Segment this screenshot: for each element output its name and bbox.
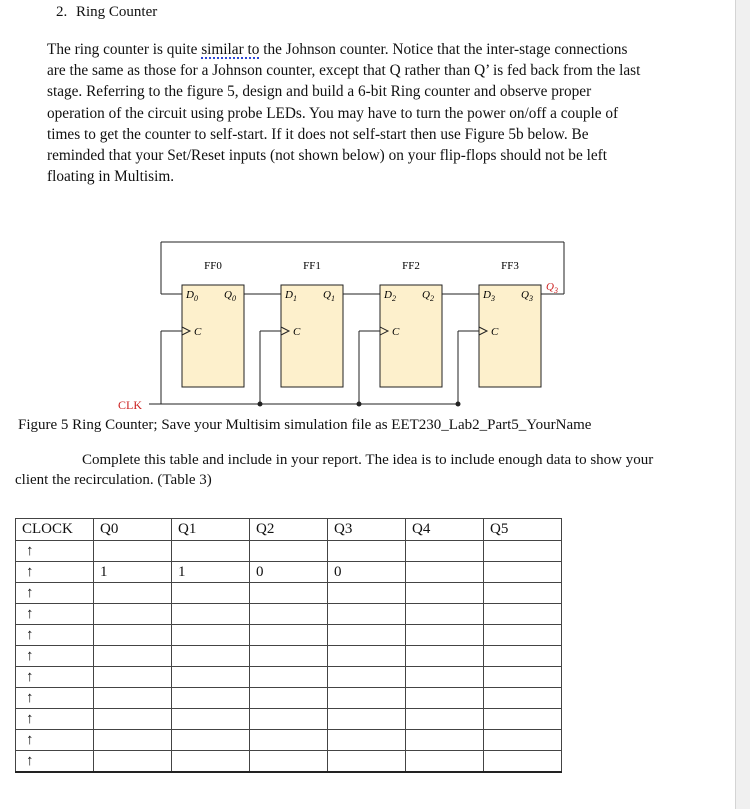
q-output-label: $Q_0$ — [224, 289, 236, 303]
column-header-q1: Q1 — [172, 519, 250, 541]
table-cell[interactable] — [250, 625, 328, 646]
table-cell[interactable] — [94, 709, 172, 730]
table-row — [16, 625, 562, 646]
table-row — [16, 562, 562, 583]
table-cell[interactable]: 1 — [94, 562, 172, 583]
table-cell[interactable] — [250, 688, 328, 709]
table-cell[interactable] — [406, 541, 484, 562]
table-row — [16, 604, 562, 625]
table-cell[interactable] — [250, 667, 328, 688]
column-header-q2: Q2 — [250, 519, 328, 541]
table-body — [16, 541, 562, 773]
heading-title: Ring Counter — [76, 4, 158, 20]
column-header-q0: Q0 — [94, 519, 172, 541]
flipflop-ff0 — [182, 260, 244, 387]
table-cell[interactable] — [250, 709, 328, 730]
table-cell[interactable] — [172, 604, 250, 625]
table-cell[interactable] — [172, 625, 250, 646]
clk-label: CLK — [118, 398, 142, 412]
column-header-q3: Q3 — [328, 519, 406, 541]
table-cell[interactable] — [172, 688, 250, 709]
table-cell[interactable] — [328, 625, 406, 646]
clock-edge-cell[interactable]: ↑ — [16, 667, 94, 688]
table-cell[interactable] — [484, 667, 562, 688]
flipflop-ff3 — [479, 260, 541, 387]
table-cell[interactable] — [406, 730, 484, 751]
clock-edge-cell[interactable]: ↑ — [16, 604, 94, 625]
q-output-label: $Q_3$ — [521, 289, 533, 303]
table-row — [16, 646, 562, 667]
clock-input-label: C — [194, 326, 202, 338]
table-cell[interactable] — [250, 646, 328, 667]
table-cell[interactable] — [94, 583, 172, 604]
table-row — [16, 688, 562, 709]
clock-edge-cell[interactable]: ↑ — [16, 583, 94, 604]
table-cell[interactable] — [250, 751, 328, 773]
flipflop-name: FF0 — [204, 260, 222, 272]
table-cell[interactable] — [172, 646, 250, 667]
table-cell[interactable] — [484, 688, 562, 709]
table-row — [16, 583, 562, 604]
paragraph-text-rest: the Johnson counter. Notice that the inter-stage connections are the same as those for a Johnson counter, except that Q rather than Q’ is fed back from the last stage. Referring to the figure 5, design and build a 6-bit Ring counter and observe proper operation of the circuit using probe LEDs. You may have to turn the power on/off a couple of times to get the counter to self-start. If it does not self-start then use Figure 5b below. Be reminded that your Set/Reset inputs (not shown below) on your flip-flops should not be left floating in Multisim. — [47, 41, 641, 186]
table-cell[interactable] — [94, 688, 172, 709]
table-cell[interactable] — [328, 541, 406, 562]
table-cell[interactable] — [406, 709, 484, 730]
table-cell[interactable] — [406, 625, 484, 646]
table-cell[interactable] — [406, 688, 484, 709]
table-cell[interactable] — [328, 667, 406, 688]
flipflop-ff2 — [380, 260, 442, 387]
d-input-label: $D_3$ — [483, 289, 495, 303]
table-cell[interactable] — [328, 604, 406, 625]
body-paragraph — [47, 39, 647, 187]
clock-edge-cell[interactable]: ↑ — [16, 709, 94, 730]
table-header-row — [16, 519, 562, 541]
flipflop-ff1 — [281, 260, 343, 387]
grammar-squiggle[interactable]: similar to — [201, 41, 260, 58]
d-input-label: $D_0$ — [186, 289, 198, 303]
column-header-clock: CLOCK — [16, 519, 94, 541]
clock-input-label: C — [491, 326, 499, 338]
table-cell[interactable]: 1 — [172, 562, 250, 583]
table-cell[interactable] — [172, 730, 250, 751]
table-cell[interactable] — [484, 625, 562, 646]
q-output-label: $Q_2$ — [422, 289, 434, 303]
table-cell[interactable] — [250, 541, 328, 562]
table-cell[interactable] — [484, 751, 562, 773]
table-cell[interactable] — [328, 751, 406, 773]
table-row — [16, 541, 562, 562]
output-q3-label: $Q_3$ — [546, 281, 558, 295]
table-cell[interactable] — [94, 604, 172, 625]
table-cell[interactable] — [484, 709, 562, 730]
table-cell[interactable] — [406, 562, 484, 583]
table-cell[interactable] — [94, 646, 172, 667]
flipflop-group — [182, 260, 541, 387]
table-row — [16, 730, 562, 751]
table-cell[interactable] — [250, 730, 328, 751]
clock-edge-cell[interactable]: ↑ — [16, 646, 94, 667]
table-cell[interactable]: 0 — [250, 562, 328, 583]
clock-edge-cell[interactable]: ↑ — [16, 562, 94, 583]
table-cell[interactable] — [328, 688, 406, 709]
table-cell[interactable] — [94, 625, 172, 646]
table-cell[interactable] — [484, 583, 562, 604]
table-cell[interactable] — [172, 583, 250, 604]
paragraph-text-start: The ring counter is quite — [47, 41, 202, 58]
table-cell[interactable] — [328, 583, 406, 604]
table-cell[interactable] — [484, 730, 562, 751]
flipflop-name: FF3 — [501, 260, 519, 272]
table-cell[interactable] — [172, 751, 250, 773]
table-cell[interactable] — [484, 646, 562, 667]
table-instructions: Complete this table and include in your report. The idea is to include enough data to show your client the recirculation. (Table 3) — [15, 452, 654, 488]
table-cell[interactable] — [328, 646, 406, 667]
table-cell[interactable] — [94, 730, 172, 751]
recirculation-table — [15, 518, 562, 773]
clock-edge-cell[interactable]: ↑ — [16, 751, 94, 773]
table-cell[interactable] — [172, 667, 250, 688]
table-cell[interactable] — [172, 541, 250, 562]
clock-edge-cell[interactable]: ↑ — [16, 625, 94, 646]
table-cell[interactable] — [406, 604, 484, 625]
vertical-scrollbar[interactable] — [735, 0, 750, 809]
section-heading — [56, 4, 157, 21]
table-cell[interactable] — [94, 751, 172, 773]
table-cell[interactable] — [328, 730, 406, 751]
table-cell[interactable] — [250, 604, 328, 625]
table-row — [16, 709, 562, 730]
clock-edge-cell[interactable]: ↑ — [16, 688, 94, 709]
table-cell[interactable] — [94, 667, 172, 688]
table-row — [16, 751, 562, 773]
table-cell[interactable] — [250, 583, 328, 604]
d-input-label: $D_2$ — [384, 289, 396, 303]
table-cell[interactable] — [484, 541, 562, 562]
q-output-label: $Q_1$ — [323, 289, 335, 303]
clock-input-label: C — [392, 326, 400, 338]
table-cell[interactable] — [406, 667, 484, 688]
figure-caption: Figure 5 Ring Counter; Save your Multisim simulation file as EET230_Lab2_Part5_YourName — [18, 417, 592, 433]
table-cell[interactable]: 0 — [328, 562, 406, 583]
table-cell[interactable] — [484, 604, 562, 625]
d-input-label: $D_1$ — [285, 289, 297, 303]
table-cell[interactable] — [94, 541, 172, 562]
table-cell[interactable] — [172, 709, 250, 730]
table-cell[interactable] — [328, 709, 406, 730]
clock-edge-cell[interactable]: ↑ — [16, 730, 94, 751]
column-header-q5: Q5 — [484, 519, 562, 541]
table-cell[interactable] — [406, 583, 484, 604]
table-cell[interactable] — [484, 562, 562, 583]
ring-counter-diagram — [0, 230, 735, 418]
clock-edge-cell[interactable]: ↑ — [16, 541, 94, 562]
flipflop-name: FF1 — [303, 260, 321, 272]
table-row — [16, 667, 562, 688]
heading-number: 2. — [56, 4, 68, 20]
table-cell[interactable] — [406, 646, 484, 667]
column-header-q4: Q4 — [406, 519, 484, 541]
table-cell[interactable] — [406, 751, 484, 773]
clock-input-label: C — [293, 326, 301, 338]
flipflop-name: FF2 — [402, 260, 420, 272]
